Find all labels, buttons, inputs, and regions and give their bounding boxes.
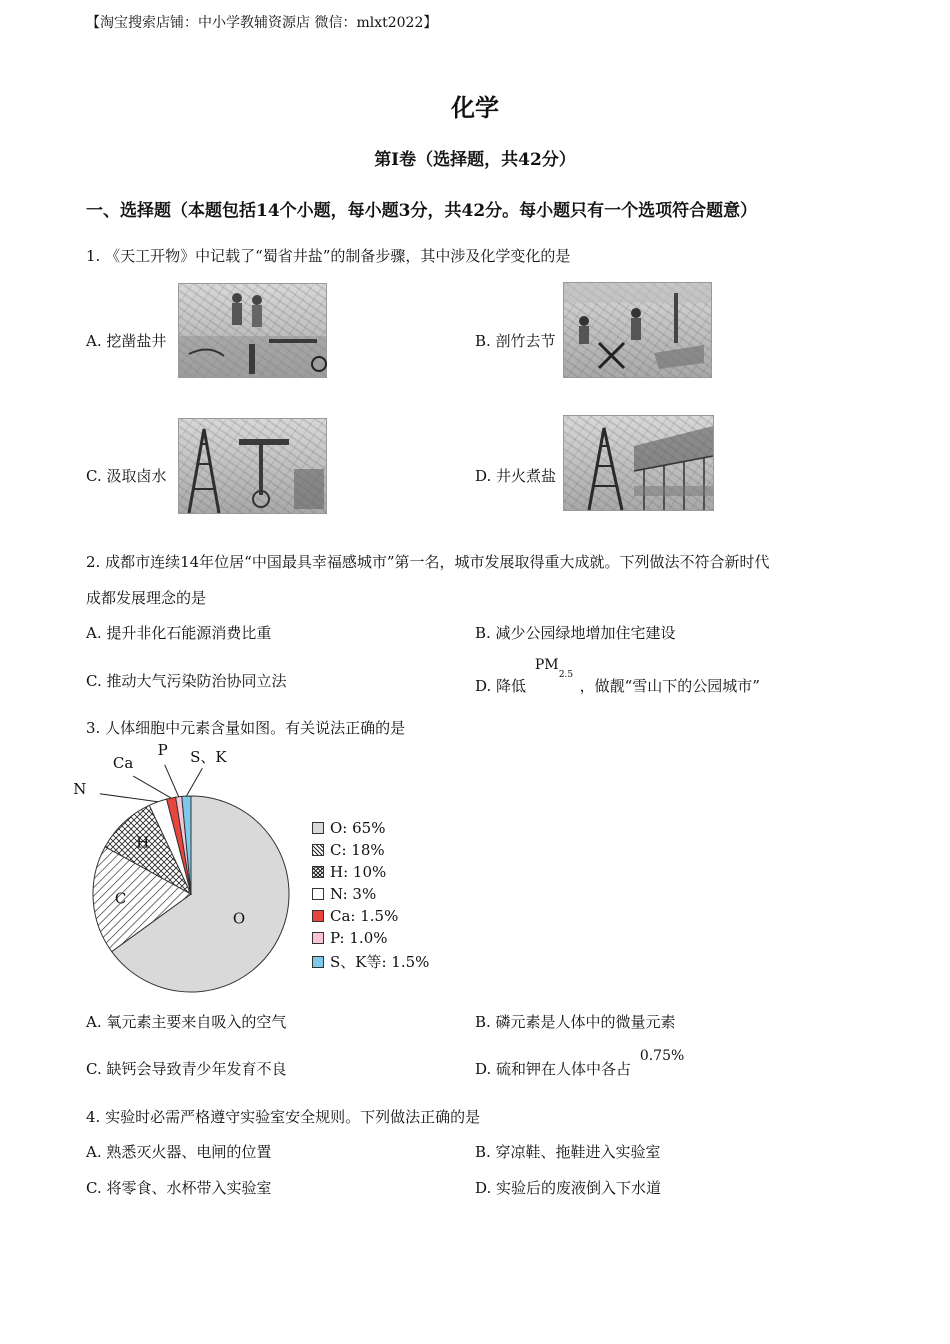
- q2-option-d-prefix: D. 降低: [475, 677, 527, 695]
- q4-option-c[interactable]: C. 将零食、水杯带入实验室: [86, 1179, 272, 1197]
- legend-label: C: 18%: [330, 841, 385, 859]
- element-pie-chart: [73, 740, 310, 1008]
- pie-label-P: P: [157, 740, 168, 759]
- pie-label-H: H: [136, 833, 150, 852]
- legend-item-O: [312, 819, 385, 837]
- pie-label-N: N: [73, 779, 87, 798]
- legend-item-N: [312, 885, 376, 903]
- legend-item-C: [312, 841, 385, 859]
- pie-label-Ca: Ca: [112, 754, 134, 773]
- pie-label-C: C: [114, 889, 127, 908]
- legend-swatch: [312, 844, 324, 856]
- q2-option-a[interactable]: A. 提升非化石能源消费比重: [86, 624, 272, 642]
- q1-image-d: [563, 415, 714, 511]
- pm-text: PM: [534, 657, 559, 673]
- legend-item-Ca: [312, 907, 398, 925]
- q4-option-b[interactable]: B. 穿凉鞋、拖鞋进入实验室: [475, 1143, 661, 1161]
- q1-option-c[interactable]: C. 汲取卤水: [86, 467, 167, 485]
- q3-option-b[interactable]: B. 磷元素是人体中的微量元素: [475, 1013, 676, 1031]
- q1-option-a[interactable]: A. 挖凿盐井: [86, 332, 167, 350]
- legend-item-H: [312, 863, 386, 881]
- q2-option-c[interactable]: C. 推动大气污染防治协同立法: [86, 672, 287, 690]
- q4-option-a[interactable]: A. 熟悉灭火器、电闸的位置: [86, 1143, 272, 1161]
- pie-leader-S、K: [186, 768, 202, 796]
- legend-swatch: [312, 888, 324, 900]
- legend-swatch: [312, 910, 324, 922]
- q1-option-d[interactable]: D. 井火煮盐: [475, 467, 557, 485]
- pie-leader-Ca: [133, 776, 171, 798]
- q1-image-a: [178, 283, 327, 378]
- q2-option-d[interactable]: [475, 657, 760, 696]
- legend-label: Ca: 1.5%: [330, 907, 399, 925]
- q3-stem: 3. 人体细胞中元素含量如图。有关说法正确的是: [86, 719, 406, 737]
- q2-option-b[interactable]: B. 减少公园绿地增加住宅建设: [475, 624, 676, 642]
- legend-item-S、K: [312, 951, 429, 972]
- legend-label: O: 65%: [330, 819, 386, 837]
- q2-stem-line1: 2. 成都市连续14年位居“中国最具幸福感城市”第一名，城市发展取得重大成就。下列做法不符合新时代: [86, 553, 770, 571]
- pm25-formula: [531, 657, 575, 691]
- q3-option-d-value: 0.75%: [639, 1048, 685, 1064]
- q3-option-c[interactable]: C. 缺钙会导致青少年发育不良: [86, 1060, 287, 1078]
- q3-option-d-prefix: D. 硫和钾在人体中各占: [475, 1060, 632, 1078]
- pie-label-O: O: [232, 909, 246, 928]
- q1-image-b: [563, 282, 712, 378]
- pie-leader-N: [100, 794, 158, 802]
- q4-stem: 4. 实验时必需严格遵守实验室安全规则。下列做法正确的是: [86, 1108, 481, 1126]
- legend-swatch: [312, 822, 324, 834]
- legend-swatch: [312, 866, 324, 878]
- legend-label: S、K等: 1.5%: [330, 953, 430, 971]
- pm-subscript: 2.5: [558, 670, 574, 680]
- q1-stem: 1. 《天工开物》中记载了“蜀省井盐”的制备步骤，其中涉及化学变化的是: [86, 247, 571, 265]
- q3-option-d[interactable]: [475, 1048, 685, 1080]
- legend-swatch: [312, 956, 324, 968]
- page-subtitle: 第I卷（选择题，共42分）: [374, 150, 576, 170]
- legend-label: N: 3%: [330, 885, 377, 903]
- q1-option-b[interactable]: B. 剖竹去节: [475, 332, 556, 350]
- legend-label: P: 1.0%: [330, 929, 388, 947]
- legend-label: H: 10%: [330, 863, 387, 881]
- page-header: 【淘宝搜索店铺：中小学教辅资源店 微信：mlxt2022】: [86, 15, 438, 31]
- q2-option-d-suffix: ，做靓“雪山下的公园城市”: [579, 677, 760, 695]
- page-title: 化学: [451, 93, 499, 122]
- q2-stem-line2: 成都发展理念的是: [86, 589, 207, 607]
- pie-label-S、K: S、K: [190, 748, 227, 767]
- q1-image-c: [178, 418, 327, 514]
- pie-leader-P: [165, 765, 179, 797]
- q4-option-d[interactable]: D. 实验后的废液倒入下水道: [475, 1179, 662, 1197]
- q3-option-a[interactable]: A. 氧元素主要来自吸入的空气: [86, 1013, 287, 1031]
- section-heading: 一、选择题（本题包括14个小题，每小题3分，共42分。每小题只有一个选项符合题意）: [86, 201, 758, 221]
- legend-swatch: [312, 932, 324, 944]
- legend-item-P: [312, 929, 388, 947]
